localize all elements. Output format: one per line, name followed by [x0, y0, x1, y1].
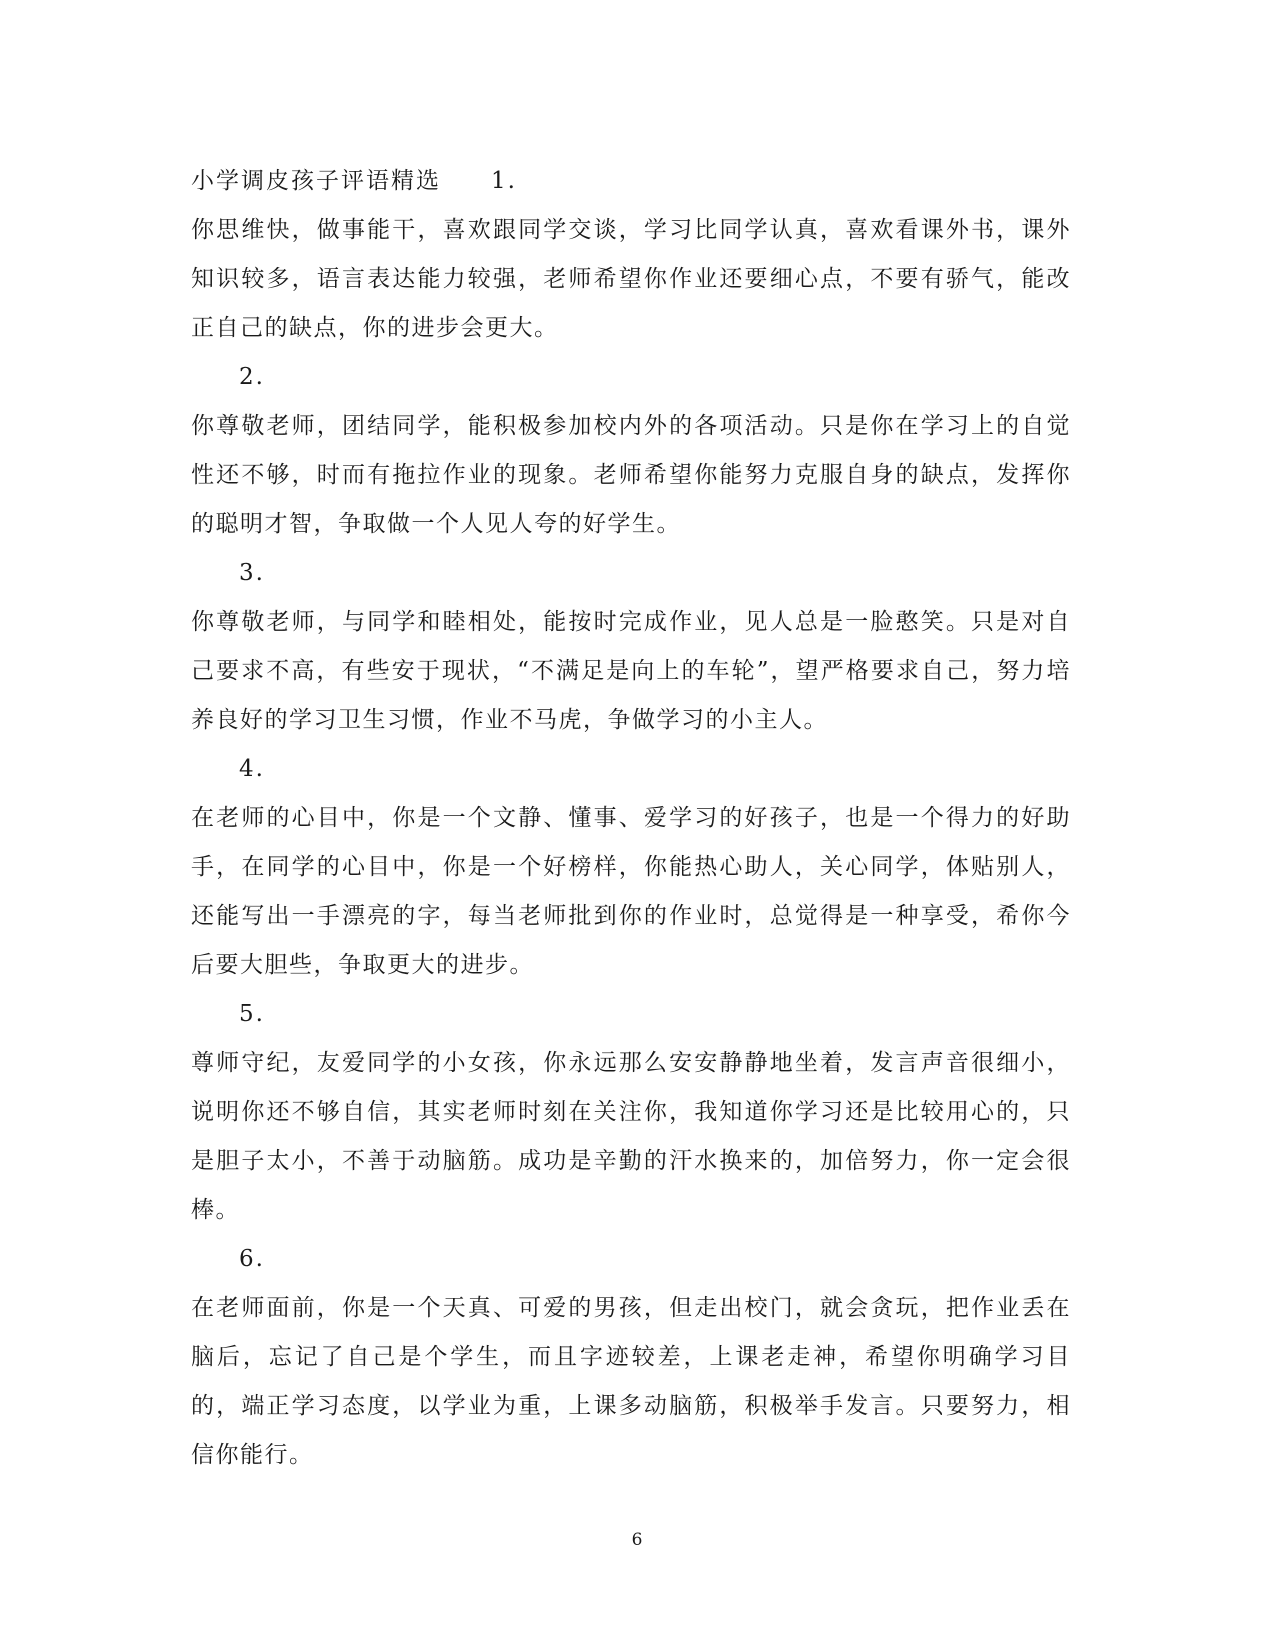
entry-number: 6.: [239, 1246, 265, 1272]
entry-number: 2.: [239, 364, 265, 390]
entry-number: 5.: [239, 1001, 265, 1027]
page-number: 6: [631, 1530, 643, 1550]
title-row: [191, 157, 1071, 206]
entry-number: 3.: [239, 560, 265, 586]
entry-paragraph: 你思维快，做事能干，喜欢跟同学交谈，学习比同学认真，喜欢看课外书，课外知识较多，语言表达能力较强，老师希望你作业还要细心点，不要有骄气，能改正自己的缺点，你的进步会更大。: [191, 217, 1071, 341]
entry-paragraph: 你尊敬老师，团结同学，能积极参加校内外的各项活动。只是你在学习上的自觉性还不够，时而有拖拉作业的现象。老师希望你能努力克服自身的缺点，发挥你的聪明才智，争取做一个人见人夸的好学生。: [191, 413, 1071, 537]
entry-number: 4.: [239, 756, 265, 782]
document-body: [191, 157, 1071, 1480]
entry-paragraph: 尊师守纪，友爱同学的小女孩，你永远那么安安静静地坐着，发言声音很细小，说明你还不够自信，其实老师时刻在关注你，我知道你学习还是比较用心的，只是胆子太小，不善于动脑筋。成功是辛勤的汗水换来的，加倍努力，你一定会很棒。: [191, 1050, 1071, 1223]
document-title: 小学调皮孩子评语精选: [191, 168, 441, 194]
entry-number: 1.: [491, 168, 517, 194]
entry-paragraph: 你尊敬老师，与同学和睦相处，能按时完成作业，见人总是一脸憨笑。只是对自己要求不高，有些安于现状，“不满足是向上的车轮”，望严格要求自己，努力培养良好的学习卫生习惯，作业不马虎，争做学习的小主人。: [191, 609, 1071, 733]
entry-paragraph: 在老师面前，你是一个天真、可爱的男孩，但走出校门，就会贪玩，把作业丢在脑后，忘记了自己是个学生，而且字迹较差，上课老走神，希望你明确学习目的，端正学习态度，以学业为重，上课多动脑筋，积极举手发言。只要努力，相信你能行。: [191, 1295, 1071, 1468]
entry-paragraph: 在老师的心目中，你是一个文静、懂事、爱学习的好孩子，也是一个得力的好助手，在同学的心目中，你是一个好榜样，你能热心助人，关心同学，体贴别人，还能写出一手漂亮的字，每当老师批到你的作业时，总觉得是一种享受，希你今后要大胆些，争取更大的进步。: [191, 805, 1071, 978]
